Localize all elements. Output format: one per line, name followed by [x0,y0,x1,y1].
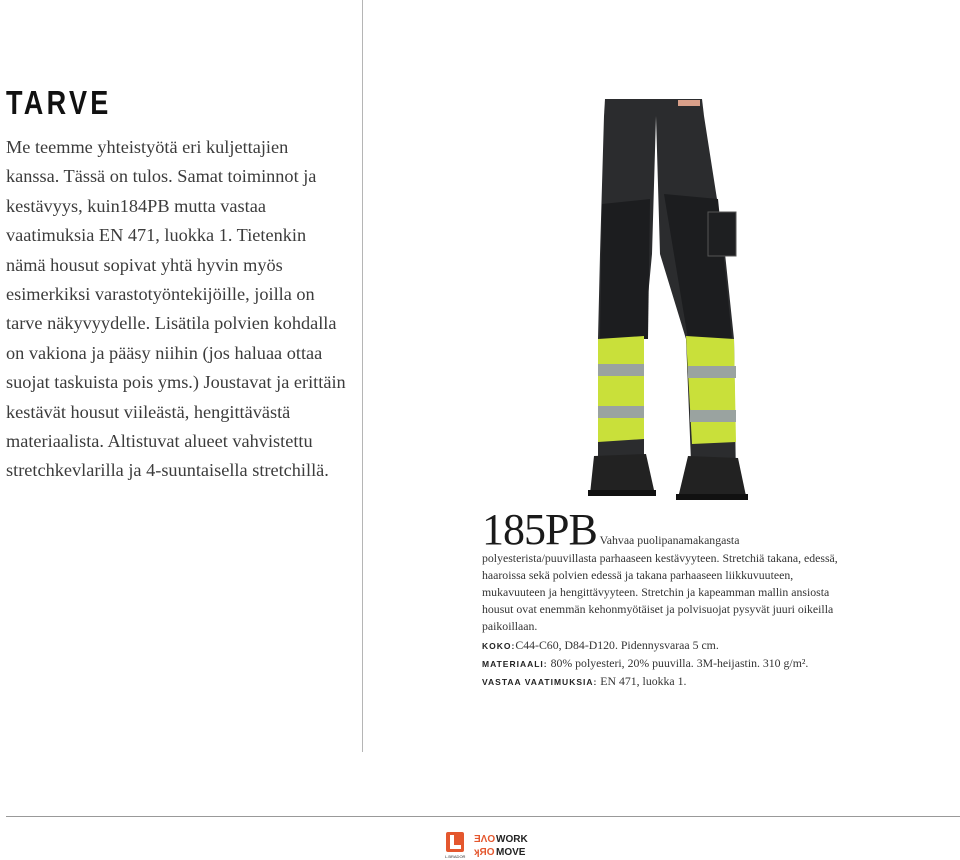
product-description: Vahvaa puolipanamakangasta polyesterista/puuvillasta parhaaseen kestävyyteen. Stretchiä takana, edessä, haaroissa sekä polvien edessä ja takana parhaaseen liikkuvuuteen, mukavuuteen ja hengittävyyteen. Stretchin ja kapeamman mallin ansiosta housut ovat enemmän kehonmyötäiset ja polvisuojat pysyvät juuri oikeilla paikoillaan. [482,533,838,633]
svg-text:MOVE: MOVE [496,847,526,858]
material-spec [482,655,852,673]
svg-text:WORK: WORK [496,834,528,845]
standard-spec [482,673,852,691]
product-description-block [482,505,852,691]
svg-text:ʞЯO: ʞЯO [474,847,495,858]
brand-logo [445,832,466,859]
column-divider [362,0,363,752]
size-value: C44-C60, D84-D120. Pidennysvaraa 5 cm. [515,638,719,652]
intro-paragraph: Me teemme yhteistyötä eri kuljettajien kanssa. Tässä on tulos. Samat toiminnot ja kestävyys, kuin184PB mutta vastaa vaatimuksia EN 471, luokka 1. Tietenkin nämä housut sopivat yhtä hyvin myös esimerkiksi varastotyöntekijöille, joilla on tarve näkyvyydelle. Lisätila polvien kohdalla on vakiona ja pääsy niihin (jos haluaa ottaa suojat taskuista pois yms.) Joustavat ja erittäin kestävät housut viileästä, hengittävästä materiaalista. Altistuvat alueet vahvistettu stretchkevlarilla ja 4-suuntaisella stretchillä. [6,137,346,481]
footer-divider [6,816,960,817]
product-image-trousers [560,94,760,514]
size-label: KOKO: [482,641,516,651]
svg-text:ƎΛO: ƎΛO [474,834,496,845]
svg-text:L.BRADOR: L.BRADOR [445,854,466,859]
product-code: 185PB [482,505,597,554]
standard-value: EN 471, luokka 1. [600,674,687,688]
size-spec [482,637,852,655]
material-value: 80% polyesteri, 20% puuvilla. 3M-heijastin. 310 g/m². [550,656,809,670]
material-label: MATERIAALI: [482,659,548,669]
standard-label: VASTAA VAATIMUKSIA: [482,677,598,687]
footer-logos [444,830,534,860]
work-move-logo [474,834,528,858]
section-heading: TARVE [6,84,112,121]
